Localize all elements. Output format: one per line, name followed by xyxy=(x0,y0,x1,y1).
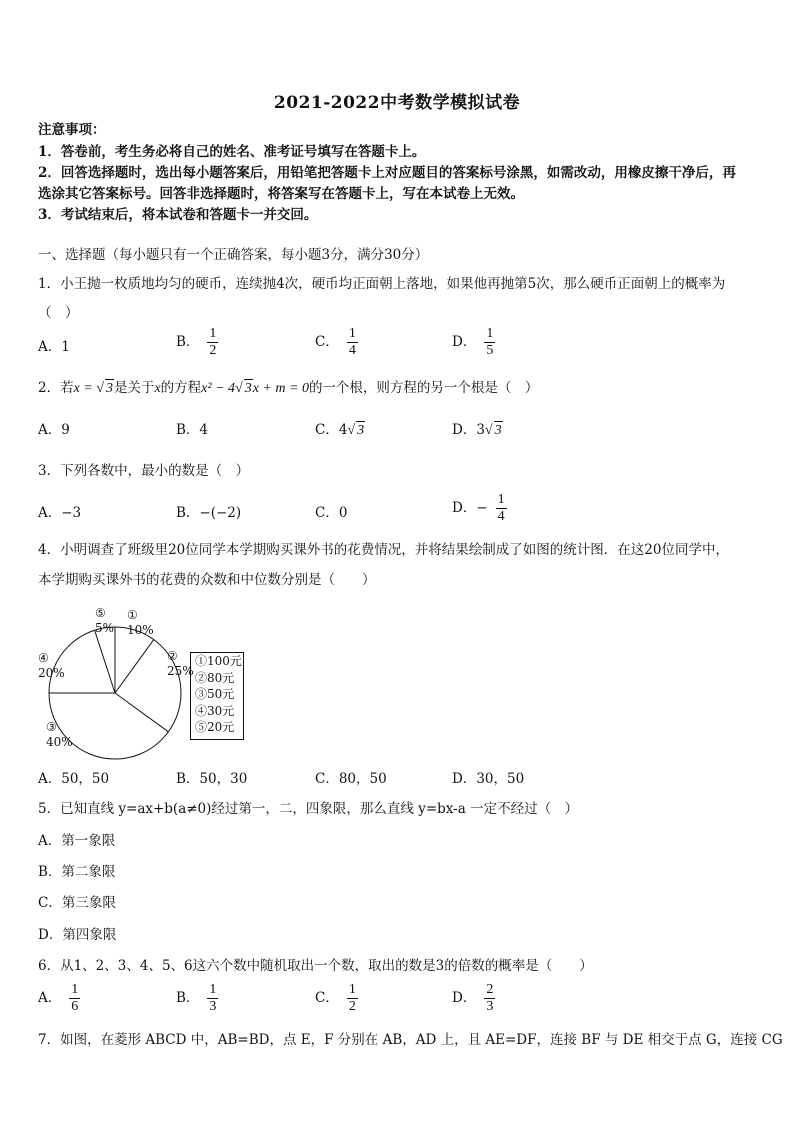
option-label: B． xyxy=(176,334,200,350)
option-label: D． xyxy=(452,990,477,1006)
pie-label-3 xyxy=(46,720,73,750)
q2-pre: 2．若 xyxy=(38,380,74,396)
q2-eq-b: x + m = 0 xyxy=(252,381,309,396)
pie-label-4-pct: 20% xyxy=(38,666,65,680)
q2-option-b: B．4 xyxy=(176,422,209,438)
pie-slice-boundary-2 xyxy=(115,640,154,693)
q2-eq-root: 3 xyxy=(244,381,252,396)
radicand: 3 xyxy=(357,423,365,438)
q4-option-a: A．50，50 xyxy=(38,771,110,787)
numerator: 2 xyxy=(486,982,494,997)
q4-option-b: B．50，30 xyxy=(176,771,248,787)
q2-stem: 2．若x = √ 3是关于x的方程x² − 4√ 3x + m = 0的一个根，则方程的另一个根是（ ） xyxy=(38,380,539,396)
q1-option-a: A．1 xyxy=(38,339,70,355)
notice-item-1: 1．答卷前，考生务必将自己的姓名、准考证号填写在答题卡上。 xyxy=(38,144,426,160)
q3-option-c: C．0 xyxy=(315,505,348,521)
pie-label-3-id: ③ xyxy=(46,720,57,734)
numerator: 1 xyxy=(486,326,494,341)
q2-mid2: 的方程 xyxy=(160,380,202,396)
denominator: 4 xyxy=(348,343,356,358)
q2-option-a: A．9 xyxy=(38,422,70,438)
numerator: 1 xyxy=(209,326,217,341)
pie-label-1-id: ① xyxy=(127,608,138,622)
q5-option-b: B．第二象限 xyxy=(38,864,116,880)
q1-option-c xyxy=(315,326,358,359)
pie-label-5-id: ⑤ xyxy=(95,606,106,620)
fraction xyxy=(484,982,495,1015)
q2-post: 的一个根，则方程的另一个根是（ ） xyxy=(308,380,539,396)
q4-option-d: D．30，50 xyxy=(452,771,525,787)
q2-root: 3 xyxy=(105,381,113,396)
numerator: 1 xyxy=(348,982,356,997)
option-label: A． xyxy=(38,990,62,1006)
fraction xyxy=(347,982,358,1015)
q4-stem: 4．小明调查了班级里20位同学本学期购买课外书的花费情况，并将结果绘制成了如图的统计图．在这20位同学中， xyxy=(38,542,729,558)
page-title: 2021-2022中考数学模拟试卷 xyxy=(273,93,521,113)
q2-option-d: D．3√ 3 xyxy=(452,422,502,438)
denominator: 3 xyxy=(486,999,494,1014)
q7-stem: 7．如图，在菱形 ABCD 中，AB=BD，点 E，F 分别在 AB，AD 上，且 AE=DF，连接 BF 与 DE 相交于点 G，连接 CG xyxy=(38,1032,783,1048)
legend-item: ①100元 xyxy=(195,654,242,668)
q3-option-b: B．−(−2) xyxy=(176,505,242,521)
numerator: 1 xyxy=(209,982,217,997)
q2-x-eq: x = xyxy=(73,381,97,396)
denominator: 6 xyxy=(71,999,79,1014)
pie-label-2-id: ② xyxy=(167,649,178,663)
fraction xyxy=(496,492,507,525)
q3-option-a: A．−3 xyxy=(38,505,82,521)
legend-item: ②80元 xyxy=(195,670,235,685)
section-heading: 一、选择题（每小题只有一个正确答案，每小题3分，满分30分） xyxy=(38,247,429,263)
fraction xyxy=(207,982,218,1015)
q1-option-b xyxy=(176,326,218,359)
q4-option-c: C．80，50 xyxy=(315,771,387,787)
q5-stem: 5．已知直线 y=ax+b(a≠0)经过第一，二，四象限，那么直线 y=bx-a 一定不经过（ ） xyxy=(38,801,579,817)
q3-stem: 3．下列各数中，最小的数是（ ） xyxy=(38,463,250,479)
option-label: D．− xyxy=(452,500,488,516)
q5-option-a: A．第一象限 xyxy=(38,833,116,849)
notice-item-3: 3．考试结束后，将本试卷和答题卡一并交回。 xyxy=(38,207,318,223)
q6-stem: 6．从1、2、3、4、5、6这六个数中随机取出一个数，取出的数是3的倍数的概率是（ ） xyxy=(38,958,593,974)
numerator: 1 xyxy=(348,326,356,341)
legend-item: ③50元 xyxy=(195,687,235,701)
option-label: D．3 xyxy=(452,422,485,438)
notice-heading: 注意事项： xyxy=(38,122,106,138)
pie-label-4-id: ④ xyxy=(38,651,49,665)
q2-option-c: C．4√ 3 xyxy=(315,422,365,438)
q5-option-d: D．第四象限 xyxy=(38,927,117,943)
q6-option-c xyxy=(315,982,358,1015)
denominator: 4 xyxy=(497,509,505,524)
pie-label-2-pct: 25% xyxy=(167,664,194,678)
fraction xyxy=(347,326,358,359)
pie-label-1-pct: 10% xyxy=(127,623,154,637)
q1-option-d xyxy=(452,326,495,359)
option-label: B． xyxy=(176,990,200,1006)
notice-item-2b: 选涂其它答案标号。回答非选择题时，将答案写在答题卡上，写在本试卷上无效。 xyxy=(38,186,524,202)
legend-item: ④30元 xyxy=(195,703,235,718)
denominator: 3 xyxy=(209,999,217,1014)
radicand: 3 xyxy=(494,423,502,438)
q6-option-d xyxy=(452,982,495,1015)
notice-item-2a: 2．回答选择题时，选出每小题答案后，用铅笔把答题卡上对应题目的答案标号涂黑，如需改动，用橡皮擦干净后，再 xyxy=(38,165,736,181)
pie-label-4 xyxy=(38,651,65,681)
fraction xyxy=(69,982,80,1015)
pie-label-5 xyxy=(95,606,114,636)
q2-var: x xyxy=(154,381,161,396)
pie-label-5-pct: 5% xyxy=(95,621,115,635)
q2-eq-a: x² − 4 xyxy=(201,381,236,396)
pie-label-3-pct: 40% xyxy=(46,735,73,749)
option-label: C． xyxy=(315,990,339,1006)
option-label: C．4 xyxy=(315,422,348,438)
fraction xyxy=(484,326,495,359)
q4-stem-2: 本学期购买课外书的花费的众数和中位数分别是（ ） xyxy=(38,572,376,588)
q6-option-a xyxy=(38,982,80,1015)
q1-stem-2: （ ） xyxy=(38,305,79,321)
q5-option-c: C．第三象限 xyxy=(38,895,116,911)
fraction xyxy=(207,326,218,359)
q3-option-d xyxy=(452,492,507,525)
pie-slice-boundary-3 xyxy=(115,693,168,732)
option-label: C． xyxy=(315,334,339,350)
denominator: 2 xyxy=(348,999,356,1014)
q2-mid: 是关于 xyxy=(113,380,155,396)
q6-option-b xyxy=(176,982,218,1015)
q1-stem: 1．小王抛一枚质地均匀的硬币，连续抛4次，硬币均正面朝上落地，如果他再抛第5次，那么硬币正面朝上的概率为 xyxy=(38,276,726,292)
chart-legend xyxy=(190,652,244,740)
denominator: 5 xyxy=(486,343,494,358)
option-label: D． xyxy=(452,334,477,350)
numerator: 1 xyxy=(497,492,505,507)
denominator: 2 xyxy=(209,343,217,358)
pie-slice-boundary-5 xyxy=(95,630,115,693)
numerator: 1 xyxy=(71,982,79,997)
legend-item: ⑤20元 xyxy=(195,720,235,734)
pie-label-1 xyxy=(127,608,154,638)
